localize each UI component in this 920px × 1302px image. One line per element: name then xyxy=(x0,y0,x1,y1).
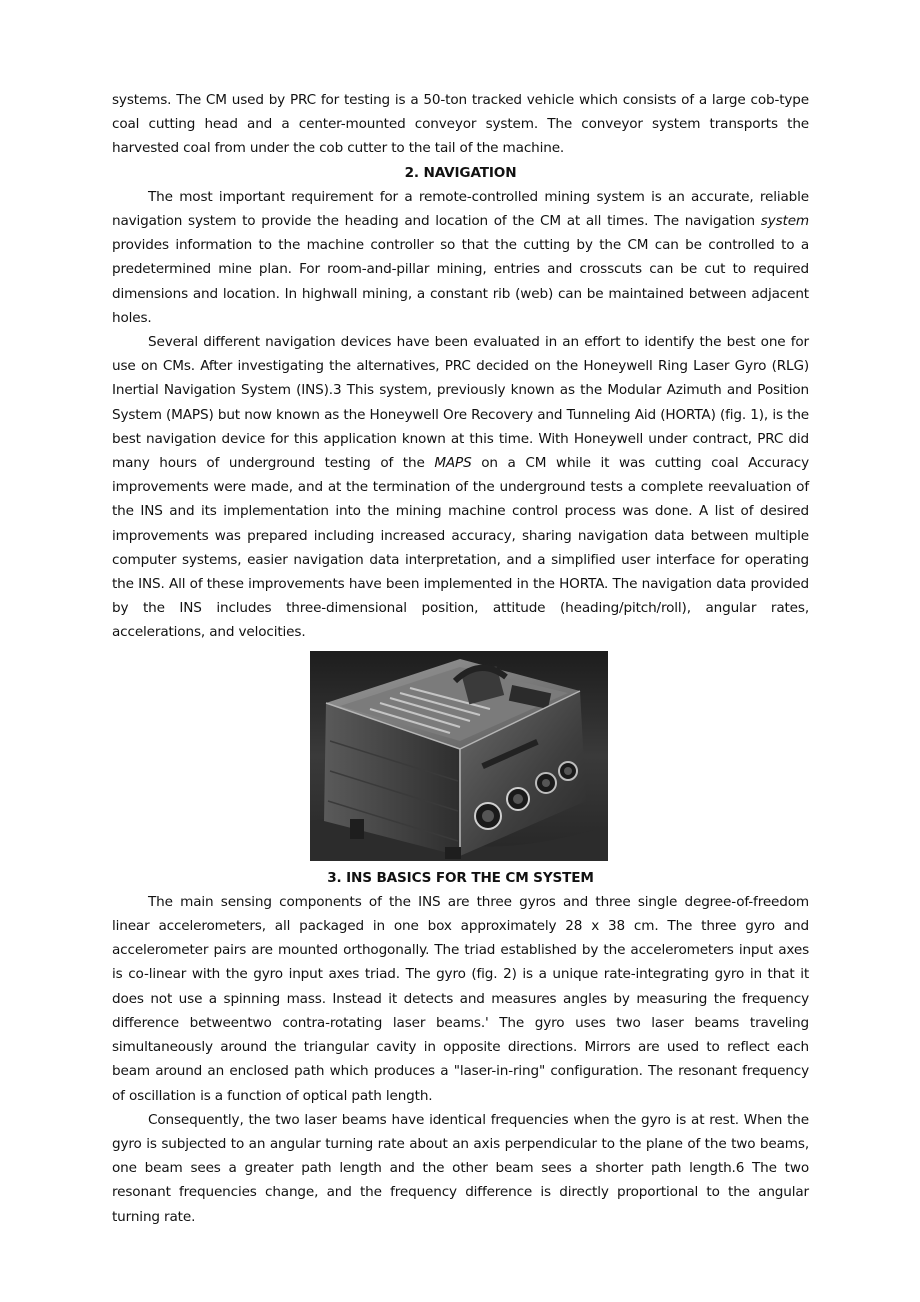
emphasis-text: system xyxy=(760,213,809,230)
paragraph-cm-description: systems. The CM used by PRC for testing is a 50-ton tracked vehicle which consists of a large cob-type coal cutting head and a center-mounted conveyor system. The conveyor system transports the harvested coal from under the cob cutter to the tail of the machine. xyxy=(112,92,809,157)
document-page xyxy=(112,88,809,1229)
text-span: provides information to the machine controller so that the cutting by the CM can be controlled to a predetermined mine plan. For room-and-pillar mining, entries and crosscuts can be cut to required dimensions and location. In highwall mining, a constant rib (web) can be maintained between adjacent holes. xyxy=(112,237,809,326)
paragraph-ins-components: The main sensing components of the INS are three gyros and three single degree-of-freedom linear accelerometers, all packaged in one box approximately 28 x 38 cm. The three gyro and accelerometer pairs are mounted orthogonally. The triad established by the accelerometers input axes is co-linear with the gyro input axes triad. The gyro (fig. 2) is a unique rate-integrating gyro in that it does not use a spinning mass. Instead it detects and measures angles by measuring the frequency difference betweentwo contra-rotating laser beams.' The gyro uses two laser beams traveling simultaneously around the triangular cavity in opposite directions. Mirrors are used to reflect each beam around an enclosed path which produces a "laser-in-ring" configuration. The resonant frequency of oscillation is a function of optical path length. xyxy=(112,893,809,1104)
text-span: The most important requirement for a remote-controlled mining system is an accurate, reliable navigation system to provide the heading and location of the CM at all times. The navigation xyxy=(112,188,809,230)
text-span: on a CM while it was cutting coal Accuracy improvements were made, and at the termination of the underground tests a complete reevaluation of the INS and its implementation into the mining machine control process was done. A list of desired improvements was prepared including increased accuracy, sharing navigation data between multiple computer systems, easier navigation data interpretation, and a simplified user interface for operating the INS. All of these improvements have been implemented in the HORTA. The navigation data provided by the INS includes three-dimensional position, attitude (heading/pitch/roll), angular rates, accelerations, and velocities. xyxy=(112,455,809,641)
paragraph-navigation-requirement xyxy=(112,185,809,330)
emphasis-text: MAPS xyxy=(434,455,472,472)
paragraph-navigation-devices xyxy=(112,330,809,645)
heading-ins-basics: 3. INS BASICS FOR THE CM SYSTEM xyxy=(327,869,594,886)
horta-device-photo xyxy=(310,651,608,861)
heading-navigation: 2. NAVIGATION xyxy=(404,164,517,181)
paragraph-laser-beams: Consequently, the two laser beams have identical frequencies when the gyro is at rest. When the gyro is subjected to an angular turning rate about an axis perpendicular to the plane of the two beams, one beam sees a greater path length and the other beam sees a shorter path length.6 The two resonant frequencies change, and the frequency difference is directly proportional to the angular turning rate. xyxy=(112,1111,809,1225)
text-span: Several different navigation devices have been evaluated in an effort to identify the best one for use on CMs. After investigating the alternatives, PRC decided on the Honeywell Ring Laser Gyro (RLG) Inertial Navigation System (INS).3 This system, previously known as the Modular Azimuth and Position System (MAPS) but now known as the Honeywell Ore Recovery and Tunneling Aid (HORTA) (fig. 1), is the best navigation device for this application known at this time. With Honeywell under contract, PRC did many hours of underground testing of the xyxy=(112,334,809,472)
